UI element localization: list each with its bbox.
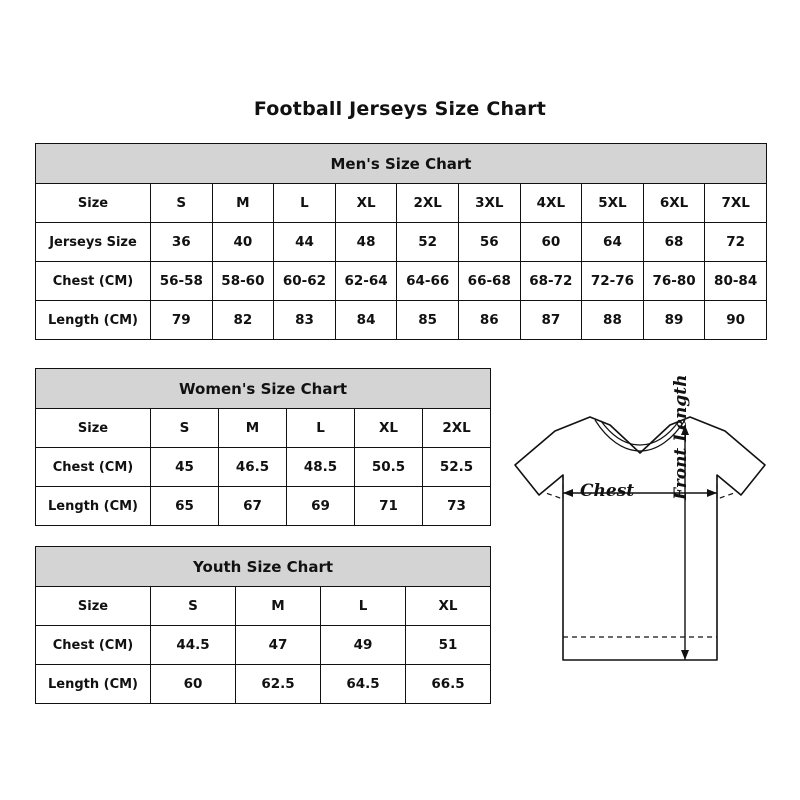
- cell: 48.5: [287, 448, 355, 487]
- tshirt-icon: [495, 395, 785, 695]
- row-label: Chest (CM): [36, 448, 151, 487]
- chest-measure-label: Chest: [580, 481, 635, 501]
- cell: 64.5: [321, 665, 406, 704]
- cell: 66-68: [458, 262, 520, 301]
- cell: 56-58: [151, 262, 213, 301]
- cell: 4XL: [520, 184, 582, 223]
- cell: 71: [355, 487, 423, 526]
- tshirt-measurement-diagram: [495, 374, 785, 695]
- cell: 48: [335, 223, 397, 262]
- row-label: Size: [36, 184, 151, 223]
- cell: 7XL: [705, 184, 767, 223]
- womens-size-table: [35, 368, 491, 526]
- cell: 50.5: [355, 448, 423, 487]
- table-row: [36, 448, 491, 487]
- cell: L: [287, 409, 355, 448]
- row-label: Size: [36, 587, 151, 626]
- cell: XL: [355, 409, 423, 448]
- cell: XL: [335, 184, 397, 223]
- youth-size-table: [35, 546, 491, 704]
- cell: S: [151, 184, 213, 223]
- cell: 68-72: [520, 262, 582, 301]
- cell: M: [219, 409, 287, 448]
- cell: 51: [406, 626, 491, 665]
- table-caption-row: [36, 547, 491, 587]
- cell: 62-64: [335, 262, 397, 301]
- table-row: [36, 409, 491, 448]
- cell: S: [151, 587, 236, 626]
- cell: 86: [458, 301, 520, 340]
- row-label: Length (CM): [36, 301, 151, 340]
- cell: 90: [705, 301, 767, 340]
- cell: XL: [406, 587, 491, 626]
- table-row: [36, 626, 491, 665]
- table-row: [36, 301, 767, 340]
- cell: 40: [212, 223, 274, 262]
- cell: 44.5: [151, 626, 236, 665]
- table-caption-row: [36, 144, 767, 184]
- page-title: Football Jerseys Size Chart: [253, 98, 547, 120]
- cell: 45: [151, 448, 219, 487]
- cell: 69: [287, 487, 355, 526]
- cell: 65: [151, 487, 219, 526]
- cell: 49: [321, 626, 406, 665]
- cell: 6XL: [643, 184, 705, 223]
- cell: 76-80: [643, 262, 705, 301]
- cell: 66.5: [406, 665, 491, 704]
- cell: 2XL: [423, 409, 491, 448]
- cell: 68: [643, 223, 705, 262]
- cell: 47: [236, 626, 321, 665]
- cell: 88: [582, 301, 644, 340]
- table-row: [36, 487, 491, 526]
- cell: 84: [335, 301, 397, 340]
- cell: 52: [397, 223, 459, 262]
- cell: 46.5: [219, 448, 287, 487]
- cell: 64-66: [397, 262, 459, 301]
- womens-size-chart: [35, 368, 491, 526]
- cell: 89: [643, 301, 705, 340]
- cell: 60: [151, 665, 236, 704]
- table-row: [36, 184, 767, 223]
- cell: L: [321, 587, 406, 626]
- womens-caption: Women's Size Chart: [36, 369, 491, 409]
- cell: 64: [582, 223, 644, 262]
- mens-size-table: [35, 143, 767, 340]
- cell: 72-76: [582, 262, 644, 301]
- cell: 44: [274, 223, 336, 262]
- cell: 83: [274, 301, 336, 340]
- cell: M: [212, 184, 274, 223]
- mens-caption: Men's Size Chart: [36, 144, 767, 184]
- cell: 3XL: [458, 184, 520, 223]
- table-row: [36, 665, 491, 704]
- cell: 67: [219, 487, 287, 526]
- cell: 60: [520, 223, 582, 262]
- cell: 87: [520, 301, 582, 340]
- cell: 52.5: [423, 448, 491, 487]
- table-row: [36, 587, 491, 626]
- table-caption-row: [36, 369, 491, 409]
- youth-size-chart: [35, 546, 491, 704]
- cell: 62.5: [236, 665, 321, 704]
- youth-caption: Youth Size Chart: [36, 547, 491, 587]
- row-label: Jerseys Size: [36, 223, 151, 262]
- cell: M: [236, 587, 321, 626]
- cell: L: [274, 184, 336, 223]
- cell: 73: [423, 487, 491, 526]
- row-label: Chest (CM): [36, 626, 151, 665]
- cell: S: [151, 409, 219, 448]
- row-label: Chest (CM): [36, 262, 151, 301]
- cell: 82: [212, 301, 274, 340]
- cell: 80-84: [705, 262, 767, 301]
- table-row: [36, 262, 767, 301]
- row-label: Size: [36, 409, 151, 448]
- cell: 36: [151, 223, 213, 262]
- front-length-measure-label: Front Length: [671, 374, 691, 500]
- row-label: Length (CM): [36, 665, 151, 704]
- mens-size-chart: [35, 143, 767, 340]
- cell: 5XL: [582, 184, 644, 223]
- cell: 56: [458, 223, 520, 262]
- cell: 72: [705, 223, 767, 262]
- table-row: [36, 223, 767, 262]
- cell: 79: [151, 301, 213, 340]
- cell: 58-60: [212, 262, 274, 301]
- cell: 60-62: [274, 262, 336, 301]
- cell: 2XL: [397, 184, 459, 223]
- row-label: Length (CM): [36, 487, 151, 526]
- cell: 85: [397, 301, 459, 340]
